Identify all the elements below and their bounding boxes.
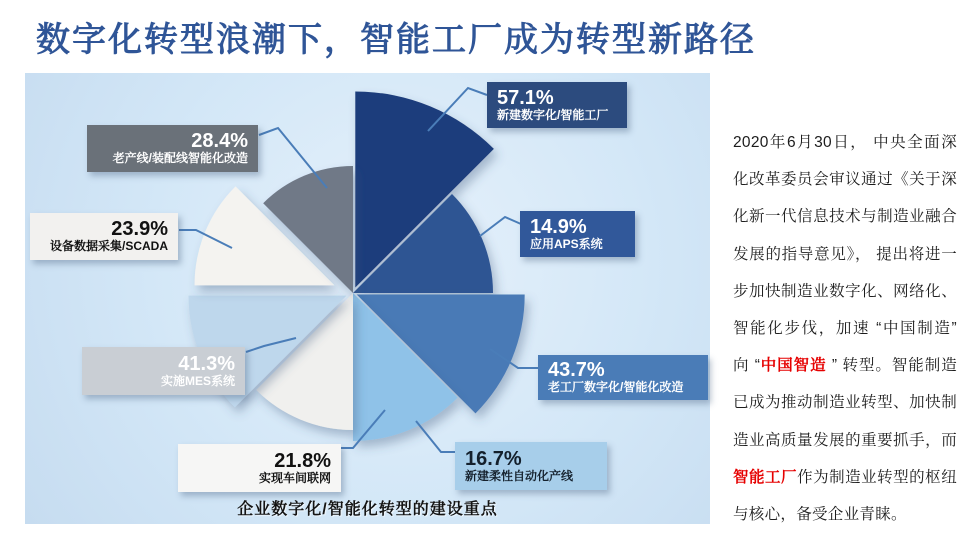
paragraph-text: 作为制造业转型的枢纽与核心，备受企业青睐。 bbox=[733, 468, 957, 523]
callout-percent: 28.4% bbox=[191, 130, 248, 153]
callout-line bbox=[480, 217, 521, 236]
callout-label: 实现车间联网 bbox=[258, 470, 331, 485]
chart-callout bbox=[487, 82, 627, 128]
policy-paragraph bbox=[733, 124, 957, 533]
callout-percent: 57.1% bbox=[497, 86, 554, 109]
callout-label: 新建数字化/智能工厂 bbox=[497, 107, 609, 122]
chart-callout bbox=[82, 347, 245, 395]
emphasis-text: 中国智造 bbox=[760, 357, 827, 375]
callout-label: 老工厂数字化/智能化改造 bbox=[548, 380, 684, 395]
page-title: 数字化转型浪潮下，智能工厂成为转型新路径 bbox=[36, 21, 756, 59]
callout-percent: 16.7% bbox=[465, 447, 522, 470]
callout-percent: 14.9% bbox=[530, 215, 587, 238]
chart-callout bbox=[87, 125, 258, 172]
chart-caption: 企业数字化/智能化转型的建设重点 bbox=[237, 501, 498, 518]
chart-callout bbox=[520, 211, 635, 257]
chart-callout bbox=[30, 213, 178, 260]
callout-label: 应用APS系统 bbox=[530, 236, 603, 251]
chart-panel bbox=[25, 73, 710, 524]
paragraph-text: ” 转型。智能制造已成为推动制造业转型、加快制造业高质量发展的重要抓手，而 bbox=[733, 357, 957, 449]
callout-label: 实施MES系统 bbox=[160, 373, 235, 388]
callout-percent: 43.7% bbox=[548, 359, 605, 382]
callout-percent: 21.8% bbox=[274, 449, 331, 472]
chart-callout bbox=[455, 442, 607, 490]
callout-percent: 23.9% bbox=[111, 218, 168, 241]
callout-label: 设备数据采集/SCADA bbox=[49, 239, 168, 254]
paragraph-text: 2020年6月30日， 中央全面深化改革委员会审议通过《关于深化新一代信息技术与制造业融合发展的指导意见》， 提出将进一步加快制造业数字化、网络化、智能化步伐，加速 “中国制造” 向 “ bbox=[733, 134, 957, 375]
emphasis-text: 智能工厂 bbox=[733, 468, 798, 486]
callout-line bbox=[416, 421, 455, 452]
callout-label: 老产线/装配线智能化改造 bbox=[112, 151, 248, 166]
callout-label: 新建柔性自动化产线 bbox=[465, 468, 574, 483]
chart-callout bbox=[538, 355, 708, 400]
chart-callout bbox=[178, 444, 341, 492]
callout-percent: 41.3% bbox=[178, 352, 235, 375]
